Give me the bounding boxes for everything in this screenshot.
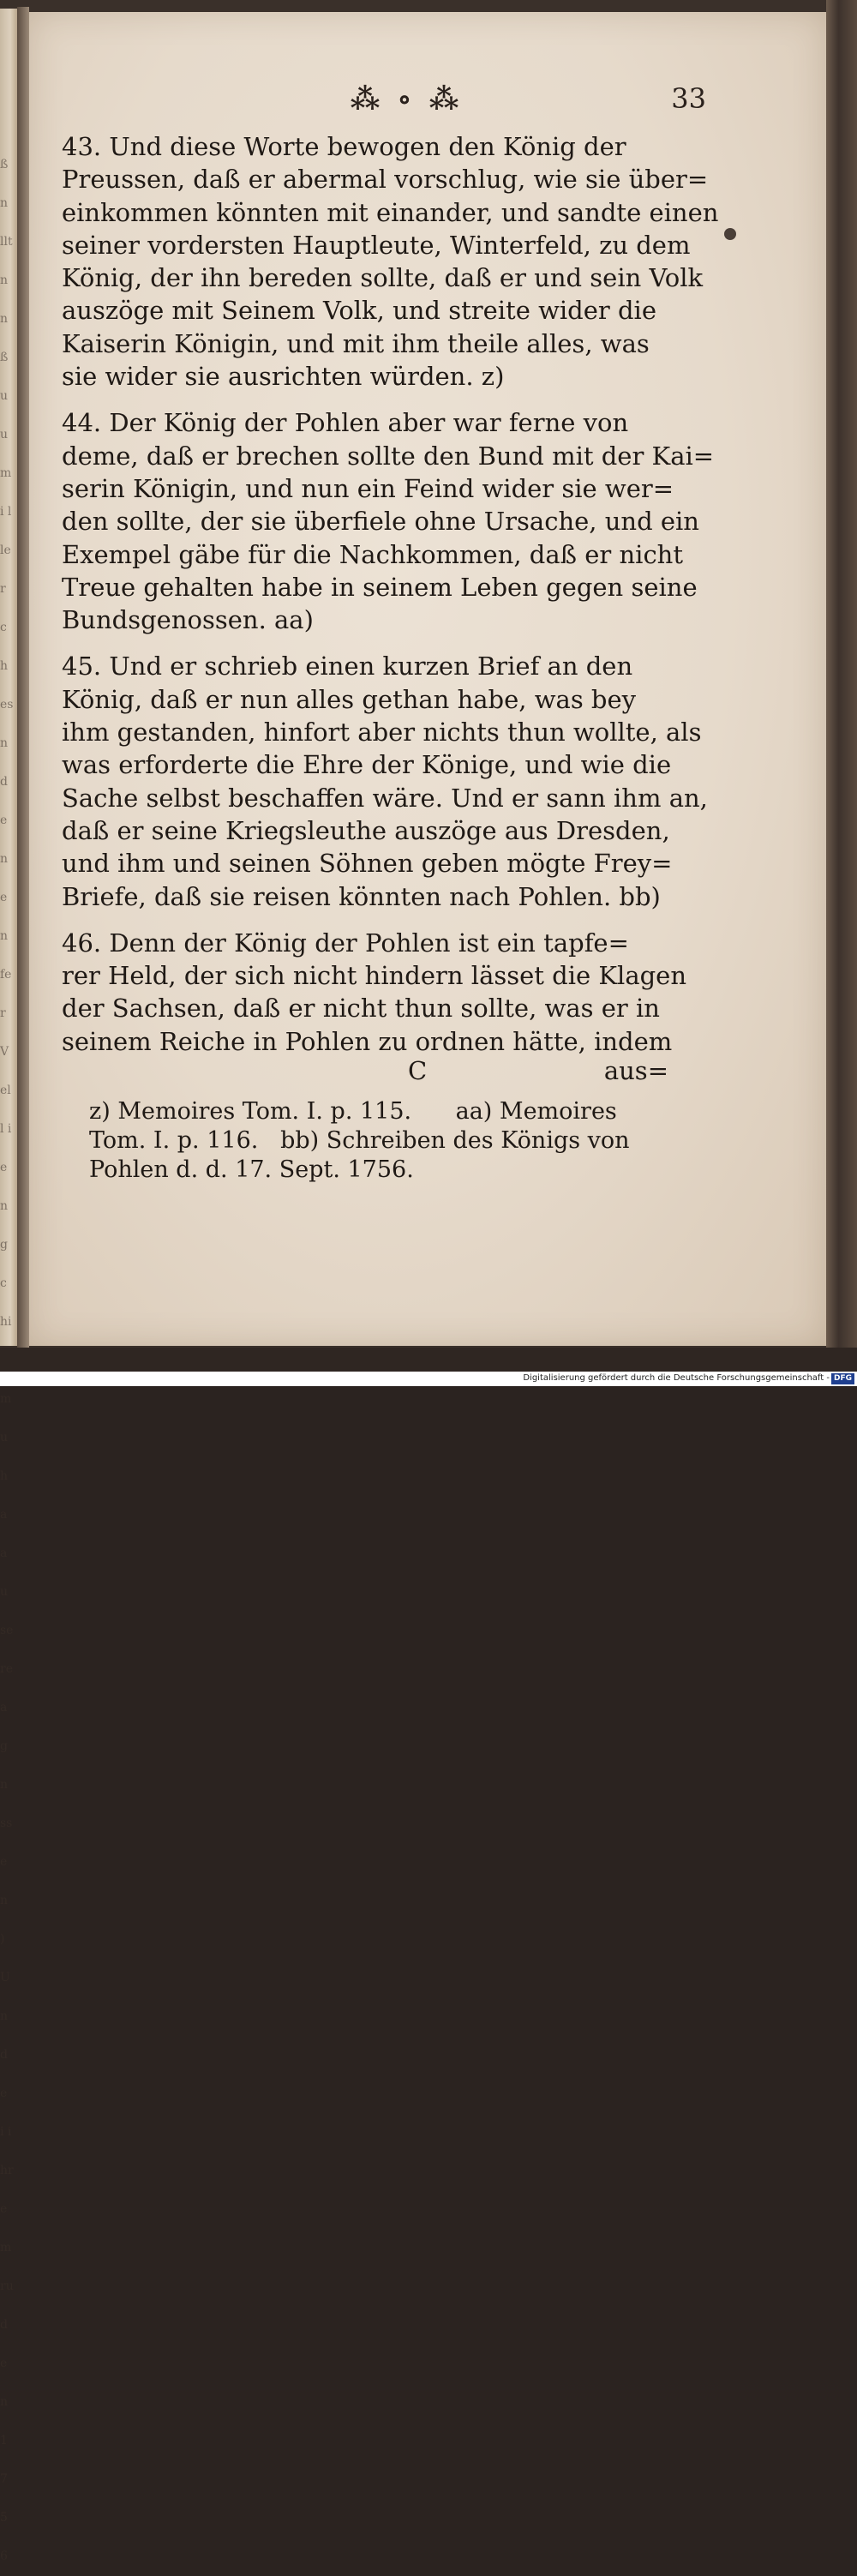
footnote-line: Pohlen d. d. 17. Sept. 1756. [89, 1156, 414, 1183]
text-line: Bundsgenossen. aa) [62, 605, 314, 635]
text-line: Sache selbst beschaffen wäre. Und er sann ihm an, [62, 783, 708, 813]
text-line: daß er seine Kriegsleuthe auszöge aus Dresden, [62, 815, 670, 845]
text-line: seiner vordersten Hauptleute, Winterfeld, zu dem [62, 230, 691, 260]
book-edge [826, 0, 857, 1372]
signature-line [62, 1056, 668, 1090]
running-header [29, 82, 826, 125]
text-line: 46. Denn der König der Pohlen ist ein tapfe= [62, 928, 629, 958]
text-line: den sollte, der sie überfiele ohne Ursache, und ein [62, 507, 699, 537]
signature-mark: C [408, 1056, 428, 1085]
footnote-line: z) Memoires Tom. I. p. 115. aa) Memoires [89, 1098, 617, 1125]
text-line: Preussen, daß er abermal vorschlug, wie sie über= [62, 165, 709, 195]
text-line: auszöge mit Seinem Volk, und streite wider die [62, 296, 656, 326]
ink-spot [724, 228, 736, 240]
text-line: Exempel gäbe für die Nachkommen, daß er nicht [62, 539, 684, 569]
text-line: und ihm und seinen Söhnen geben mögte Frey= [62, 849, 673, 879]
body-text [62, 130, 719, 1103]
text-line: rer Held, der sich nicht hindern lässet die Klagen [62, 961, 687, 991]
paragraph-46 [62, 927, 687, 1058]
text-line: König, der ihn bereden sollte, daß er und sein Volk [62, 263, 704, 293]
footnote-line: Tom. I. p. 116. bb) Schreiben des Königs von [89, 1127, 630, 1154]
book-gutter [17, 7, 29, 1349]
text-line: sie wider sie ausrichten würden. z) [62, 362, 505, 392]
text-line: 45. Und er schrieb einen kurzen Brief an den [62, 652, 633, 682]
text-line: Treue gehalten habe in seinem Leben gegen seine [62, 572, 698, 602]
text-line: einkommen könnten mit einander, und sandte einen [62, 197, 719, 227]
text-line: deme, daß er brechen sollte den Bund mit der Kai= [62, 441, 715, 471]
text-line: Kaiserin Königin, und mit ihm theile alles, was [62, 328, 650, 358]
text-line: seinem Reiche in Pohlen zu ordnen hätte, indem [62, 1026, 673, 1056]
digitization-credit: Digitalisierung gefördert durch die Deutsche Forschungsgemeinschaft - [523, 1373, 830, 1383]
paragraph-43 [62, 130, 719, 393]
text-line: der Sachsen, daß er nicht thun sollte, was er in [62, 994, 660, 1024]
footnotes [89, 1097, 680, 1192]
text-line: 44. Der König der Pohlen aber war ferne von [62, 408, 629, 438]
text-line: König, daß er nun alles gethan habe, was bey [62, 684, 637, 714]
header-ornament: ⁂ ∘ ⁂ [350, 82, 463, 117]
facing-page-edge [0, 9, 17, 2563]
text-line: Briefe, daß sie reisen könnten nach Pohlen. bb) [62, 881, 661, 911]
page-number: 33 [671, 82, 706, 115]
scan-bottom-border [0, 1348, 857, 1372]
facing-page-text-fragments: ß n llt nn ß uu mi ller ches nde nen fer Vell ieng chi mu ha au sere agn ssen ) Und e i ihrem ruden 1756 [0, 158, 14, 2563]
text-line: was erforderte die Ehre der Könige, und wie die [62, 750, 672, 780]
text-line: serin Königin, und nun ein Feind wider sie wer= [62, 473, 674, 503]
paragraph-44 [62, 406, 715, 636]
catchword: aus= [603, 1056, 668, 1085]
text-line: 43. Und diese Worte bewogen den König der [62, 132, 626, 161]
paragraph-45 [62, 650, 708, 912]
text-line: ihm gestanden, hinfort aber nichts thun wollte, als [62, 718, 702, 748]
dfg-logo: DFG [831, 1373, 854, 1384]
